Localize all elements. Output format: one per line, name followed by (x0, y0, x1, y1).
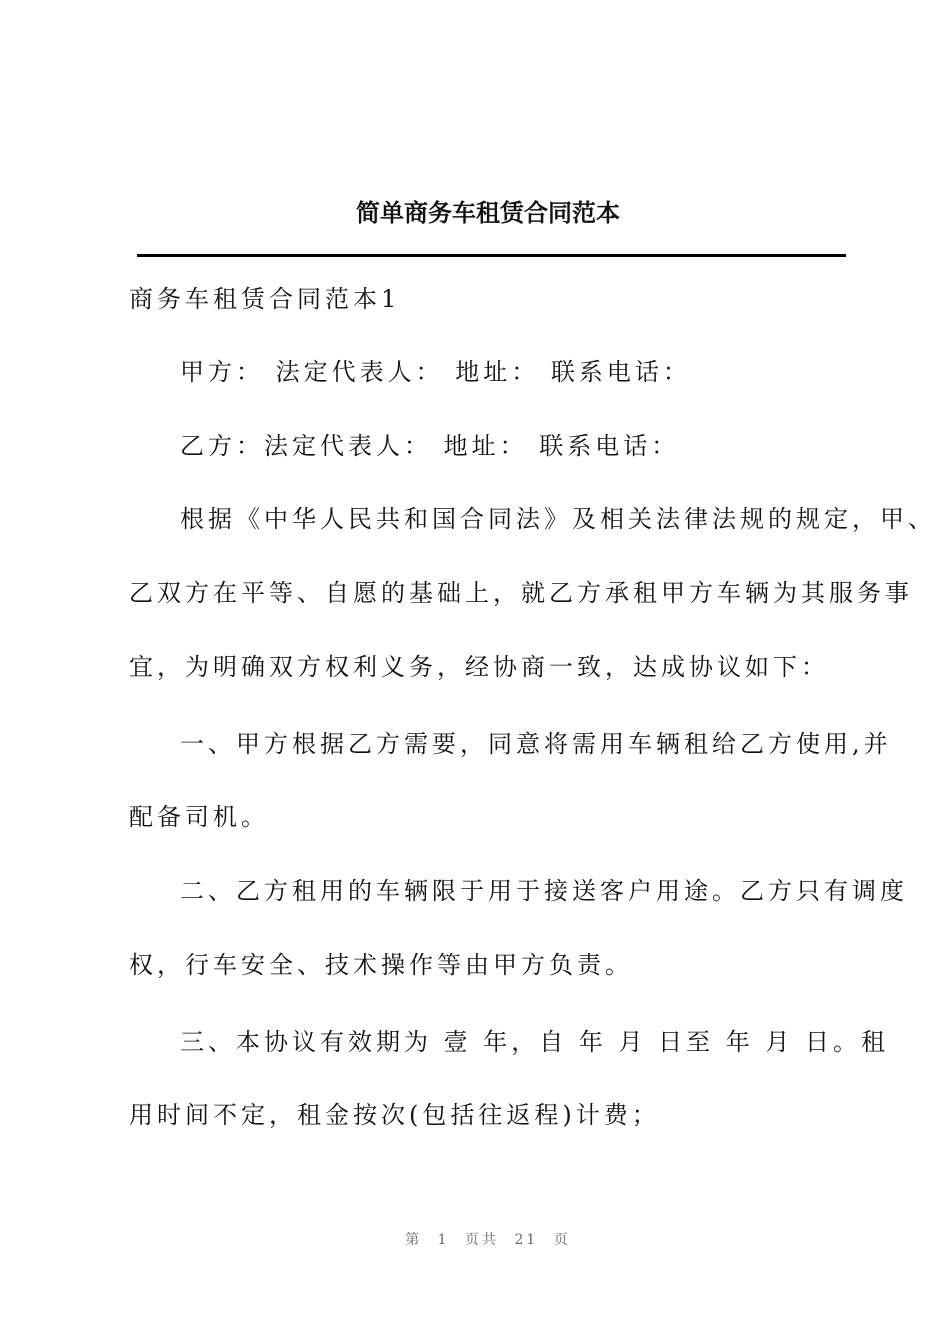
clause-1-line: 一、甲方根据乙方需要，同意将需用车辆租给乙方使用,并 (180, 730, 892, 758)
body-line: 根据《中华人民共和国合同法》及相关法律法规的规定，甲、 (180, 505, 936, 533)
clause-2-line: 二、乙方租用的车辆限于用于接送客户用途。乙方只有调度 (180, 877, 908, 905)
party-b-line: 乙方：法定代表人： 地址： 联系电话： (180, 432, 680, 460)
document-title: 简单商务车租赁合同范本 (356, 198, 620, 227)
section-heading: 商务车租赁合同范本1 (129, 285, 401, 313)
party-a-line: 甲方： 法定代表人： 地址： 联系电话： (180, 358, 691, 386)
body-line: 乙双方在平等、自愿的基础上，就乙方承租甲方车辆为其服务事 (129, 579, 913, 607)
clause-3-line: 用时间不定，租金按次(包括往返程)计费； (129, 1101, 660, 1129)
clause-2-line: 权，行车安全、技术操作等由甲方负责。 (129, 951, 633, 979)
title-underline (137, 254, 846, 257)
clause-1-line: 配备司机。 (129, 803, 269, 831)
clause-3-line: 三、本协议有效期为 壹 年，自 年 月 日至 年 月 日。租 (180, 1028, 890, 1056)
page-number-footer: 第 1 页共 21 页 (405, 1232, 571, 1248)
body-line: 宜，为明确双方权利义务，经协商一致，达成协议如下： (129, 653, 829, 681)
